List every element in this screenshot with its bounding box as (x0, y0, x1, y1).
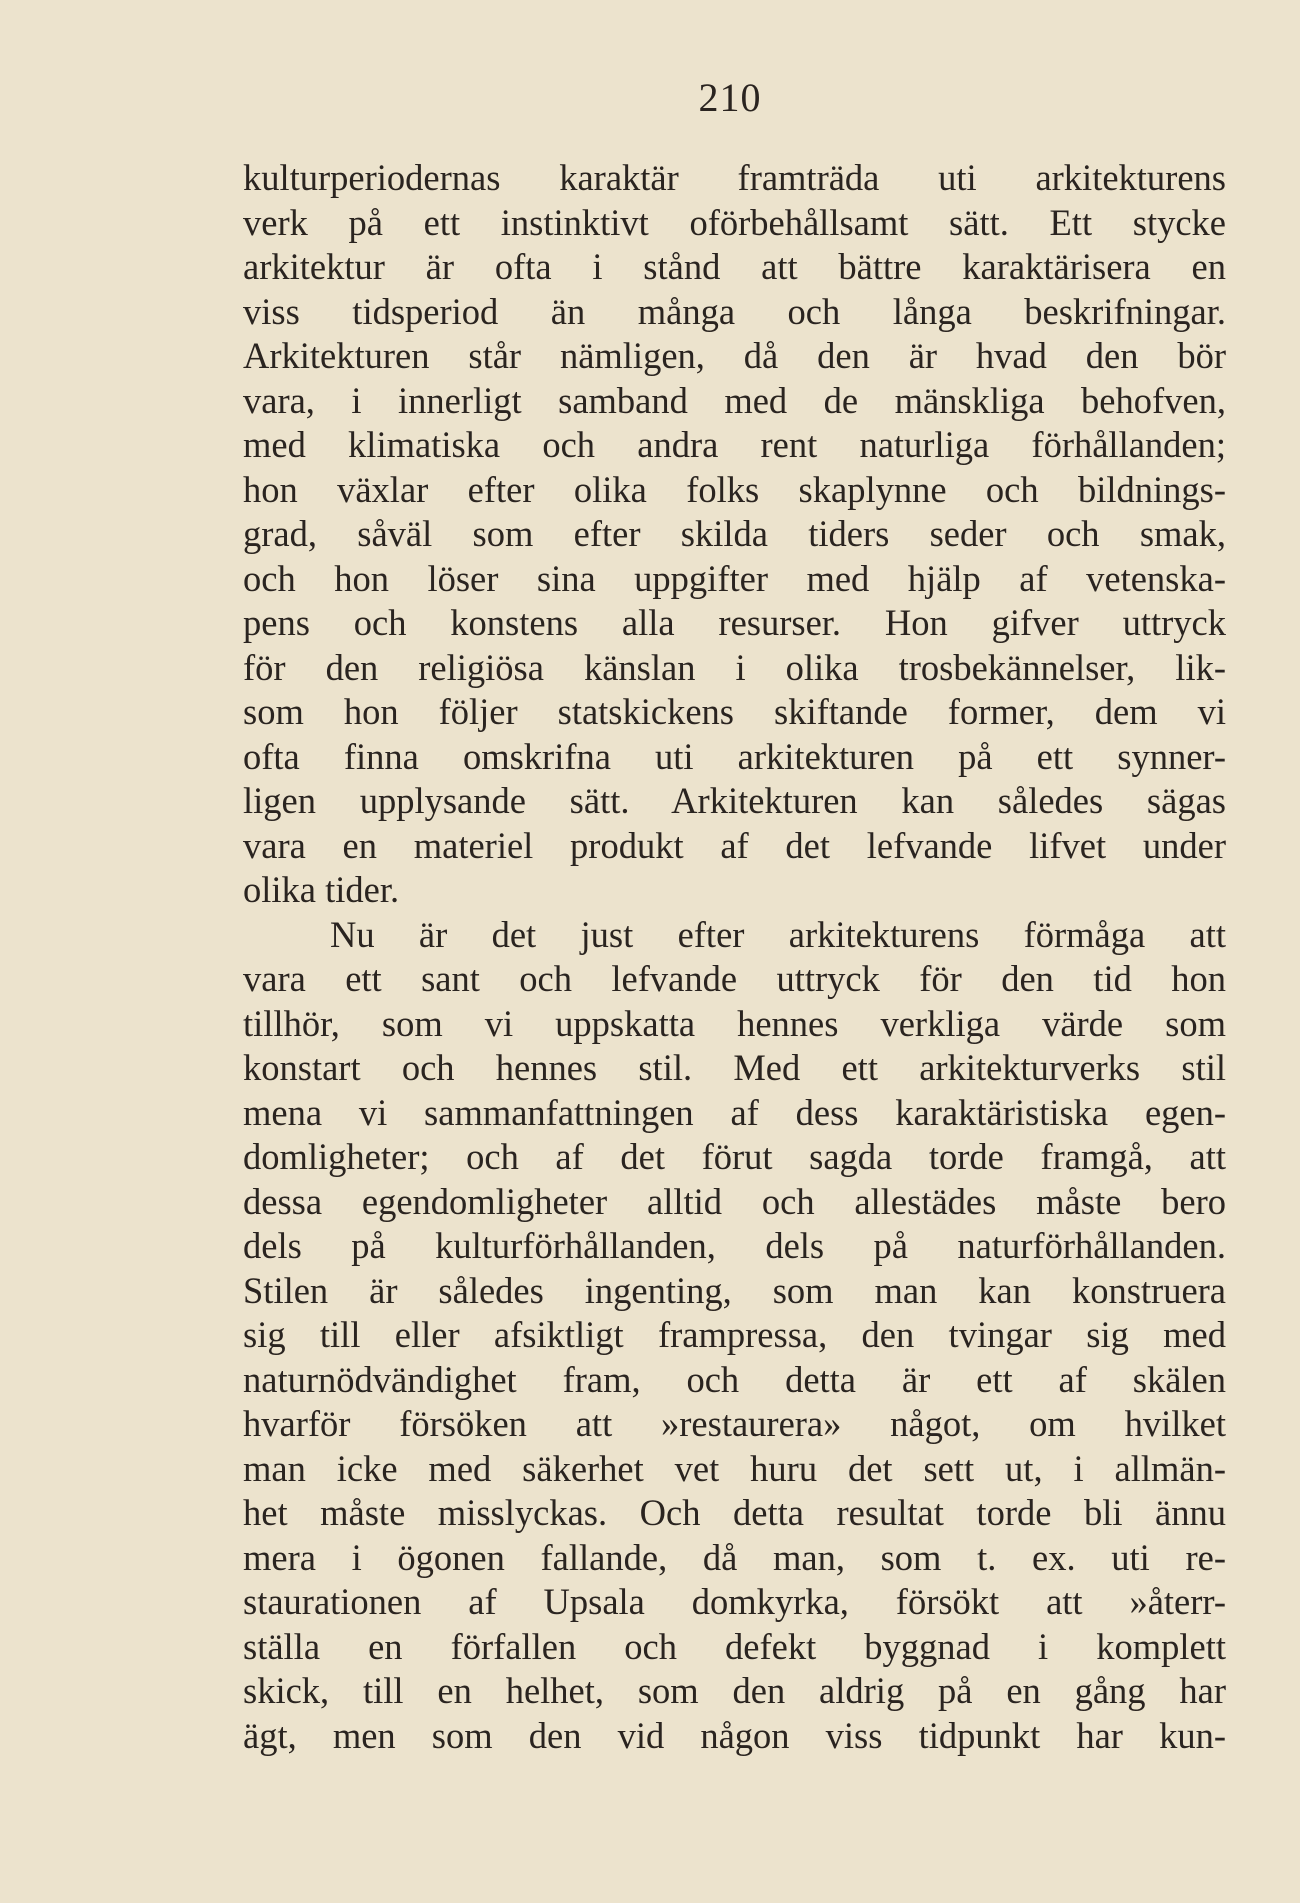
text-line: Stilen är således ingenting, som man kan konstruera (243, 1269, 1226, 1311)
text-line: ägt, men som den vid någon viss tidpunkt har kun- (243, 1714, 1226, 1756)
text-line: dessa egendomligheter alltid och allestädes måste bero (243, 1180, 1226, 1222)
text-line: grad, såväl som efter skilda tiders seder och smak, (243, 513, 1226, 554)
text-line: ligen upplysande sätt. Arkitekturen kan således sägas (243, 780, 1226, 821)
text-line: och hon löser sina uppgifter med hjälp af vetenska- (243, 557, 1226, 599)
text-line: domligheter; och af det förut sagda torde framgå, att (243, 1136, 1226, 1177)
text-line: olika tider. (243, 869, 400, 910)
text-line: vara ett sant och lefvande uttryck för den tid hon (243, 958, 1226, 999)
text-line: man icke med säkerhet vet huru det sett ut, i allmän- (243, 1447, 1226, 1489)
paragraph-1 (243, 156, 1226, 913)
text-line: Arkitekturen står nämligen, då den är hvad den bör (243, 335, 1226, 376)
body-text (243, 156, 1226, 1758)
text-line: mera i ögonen fallande, då man, som t. ex. uti re- (243, 1536, 1226, 1578)
text-line: ställa en förfallen och defekt byggnad i komplett (243, 1625, 1226, 1667)
text-line: tillhör, som vi uppskatta hennes verkliga värde som (243, 1002, 1226, 1044)
text-line: konstart och hennes stil. Med ett arkitekturverks stil (243, 1047, 1226, 1088)
text-line: viss tidsperiod än många och långa beskrifningar. (243, 290, 1226, 332)
text-line: vara en materiel produkt af det lefvande lifvet under (243, 824, 1226, 866)
text-line: kulturperiodernas karaktär framträda uti arkitekturens (243, 157, 1226, 198)
text-line: Nu är det just efter arkitekturens förmåga att (330, 913, 1226, 955)
text-line: som hon följer statskickens skiftande former, dem vi (243, 691, 1226, 732)
page-number: 210 (698, 75, 762, 120)
text-line: naturnödvändighet fram, och detta är ett af skälen (243, 1358, 1226, 1400)
text-line: vara, i innerligt samband med de mänskliga behofven, (243, 379, 1226, 421)
text-line: arkitektur är ofta i stånd att bättre karaktärisera en (243, 246, 1226, 287)
text-line: ofta finna omskrifna uti arkitekturen på ett synner- (243, 735, 1226, 777)
text-line: hvarför försöken att »restaurera» något, om hvilket (243, 1403, 1226, 1444)
text-line: dels på kulturförhållanden, dels på naturförhållanden. (243, 1225, 1226, 1266)
paragraph-2 (243, 913, 1226, 1759)
text-line: hon växlar efter olika folks skaplynne och bildnings- (243, 468, 1226, 510)
text-line: pens och konstens alla resurser. Hon gifver uttryck (243, 602, 1226, 643)
text-line: för den religiösa känslan i olika trosbekännelser, lik- (243, 646, 1226, 688)
text-line: verk på ett instinktivt oförbehållsamt sätt. Ett stycke (243, 201, 1226, 243)
text-line: mena vi sammanfattningen af dess karaktäristiska egen- (243, 1091, 1226, 1133)
text-line: skick, till en helhet, som den aldrig på en gång har (243, 1670, 1226, 1711)
text-line: het måste misslyckas. Och detta resultat torde bli ännu (243, 1492, 1226, 1533)
text-line: staurationen af Upsala domkyrka, försökt att »återr- (243, 1581, 1226, 1622)
text-line: med klimatiska och andra rent naturliga förhållanden; (243, 424, 1226, 465)
text-line: sig till eller afsiktligt frampressa, den tvingar sig med (243, 1314, 1226, 1355)
